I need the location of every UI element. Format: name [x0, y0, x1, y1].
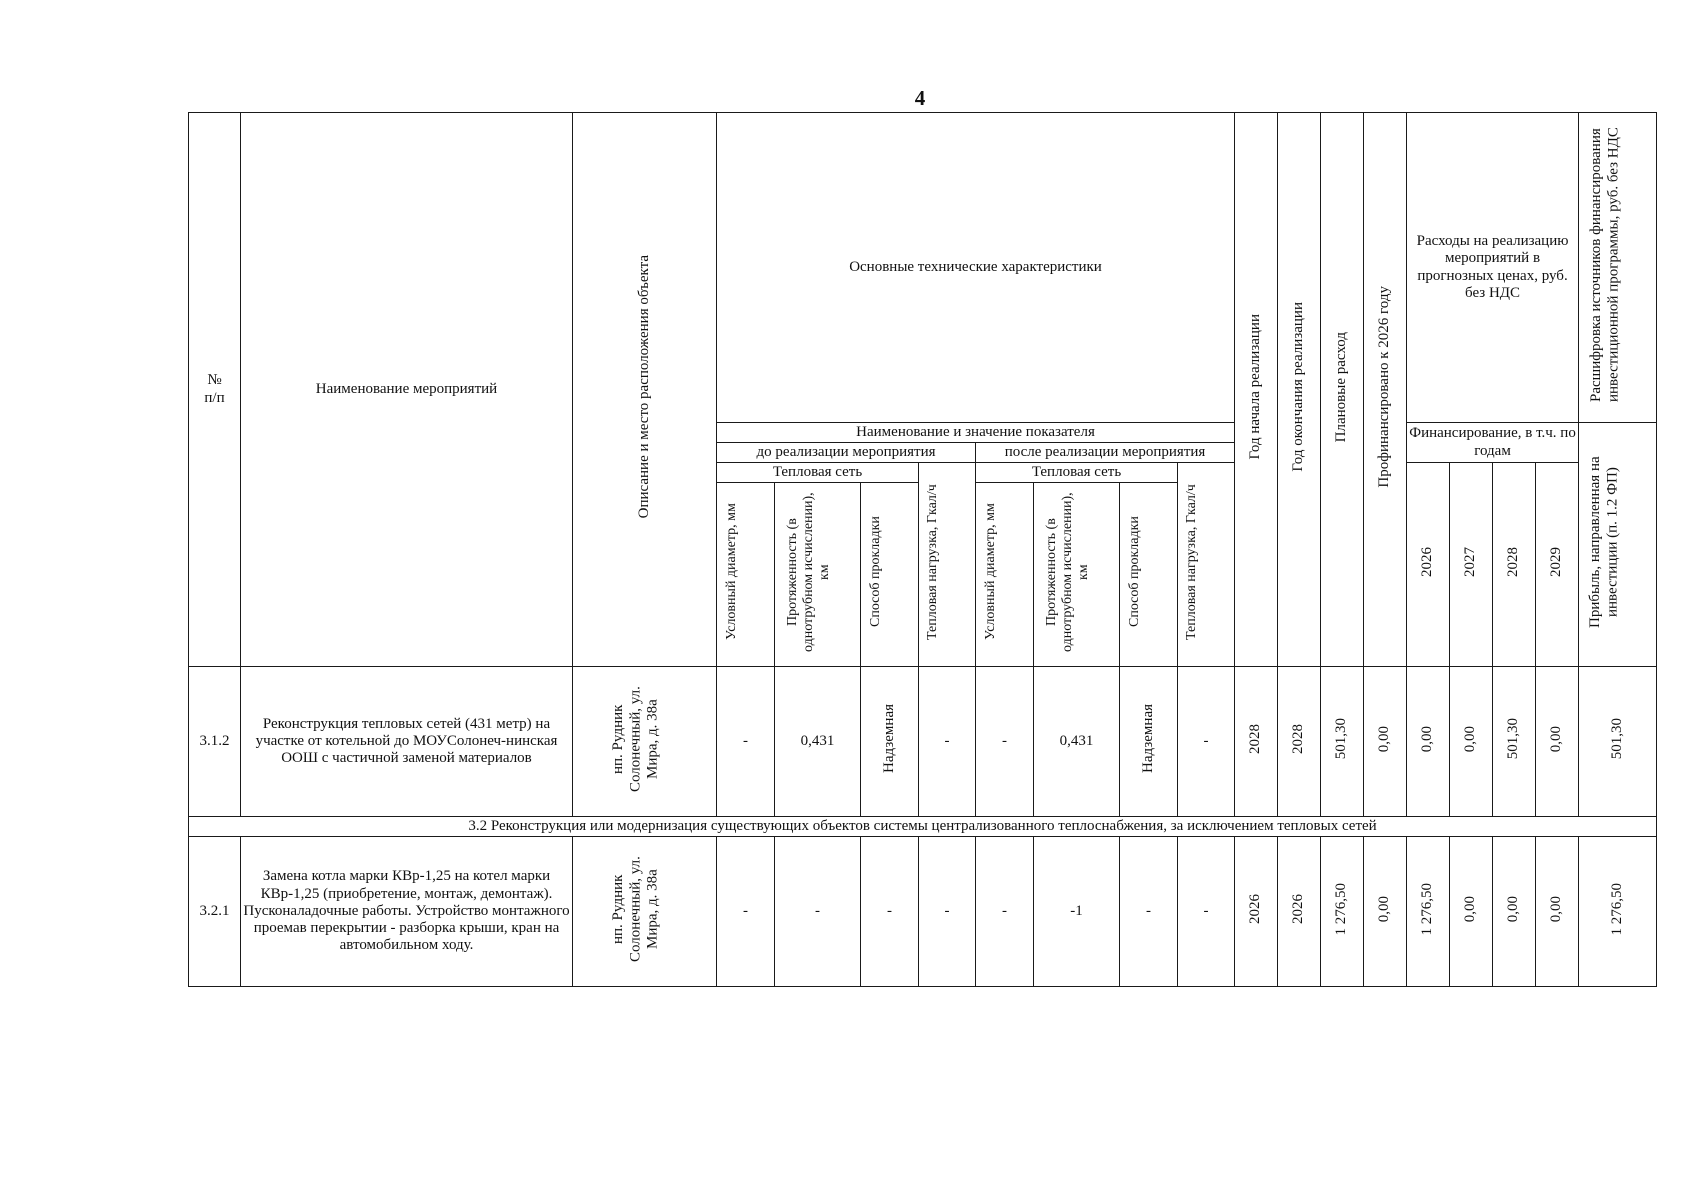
header-profit: Прибыль, направленная на инвестиции (п. 1.2 ФП) [1579, 423, 1657, 667]
header-planned: Плановые расход [1321, 113, 1364, 667]
row-length-before: 0,431 [775, 667, 861, 817]
row-2028: 0,00 [1493, 837, 1536, 987]
header-network-after: Тепловая сеть [976, 463, 1178, 483]
row-num: 3.1.2 [189, 667, 241, 817]
row-2029: 0,00 [1536, 667, 1579, 817]
header-after: после реализации мероприятия [976, 443, 1235, 463]
page-number: 4 [914, 86, 926, 110]
row-location: нп. Рудник Солонечный, ул. Мира, д. 38а [573, 667, 717, 817]
row-year-start: 2026 [1235, 837, 1278, 987]
investment-table [188, 112, 1657, 987]
header-year-end: Год окончания реализации [1278, 113, 1321, 667]
header-name: Наименование мероприятий [241, 113, 573, 667]
row-load-after: - [1178, 837, 1235, 987]
header-length-after: Протяженность (в однотрубном исчислении), км [1034, 483, 1120, 667]
header-num: № п/п [189, 113, 241, 667]
row-year-end: 2026 [1278, 837, 1321, 987]
row-method-after: - [1120, 837, 1178, 987]
header-location: Описание и место расположения объекта [573, 113, 717, 667]
row-name: Замена котла марки КВр-1,25 на котел марки КВр-1,25 (приобретение, монтаж, демонтаж). Пусконаладочные работы. Устройство монтажного проемав перекрытии - разборка крыши, кран на автомобильном ходу. [241, 837, 573, 987]
header-diameter-before: Условный диаметр, мм [717, 483, 775, 667]
row-load-before: - [919, 667, 976, 817]
row-diameter-after: - [976, 837, 1034, 987]
row-planned: 501,30 [1321, 667, 1364, 817]
row-2029: 0,00 [1536, 837, 1579, 987]
row-diameter-after: - [976, 667, 1034, 817]
header-load-after: Тепловая нагрузка, Гкал/ч [1178, 463, 1235, 667]
row-prefinanced: 0,00 [1364, 837, 1407, 987]
table-row [189, 667, 1657, 817]
row-num: 3.2.1 [189, 837, 241, 987]
row-2027: 0,00 [1450, 837, 1493, 987]
row-prefinanced: 0,00 [1364, 667, 1407, 817]
row-method-after: Надземная [1120, 667, 1178, 817]
row-year-start: 2028 [1235, 667, 1278, 817]
header-indicator: Наименование и значение показателя [717, 423, 1235, 443]
header-method-after: Способ прокладки [1120, 483, 1178, 667]
header-network-before: Тепловая сеть [717, 463, 919, 483]
row-profit: 1 276,50 [1579, 837, 1657, 987]
row-load-after: - [1178, 667, 1235, 817]
header-method-before: Способ прокладки [861, 483, 919, 667]
row-length-after: 0,431 [1034, 667, 1120, 817]
row-planned: 1 276,50 [1321, 837, 1364, 987]
row-method-before: - [861, 837, 919, 987]
header-year-start: Год начала реализации [1235, 113, 1278, 667]
header-diameter-after: Условный диаметр, мм [976, 483, 1034, 667]
header-prefinanced: Профинансировано к 2026 году [1364, 113, 1407, 667]
row-profit: 501,30 [1579, 667, 1657, 817]
row-diameter-before: - [717, 837, 775, 987]
header-length-before: Протяженность (в однотрубном исчислении), км [775, 483, 861, 667]
header-year-2027: 2027 [1450, 463, 1493, 667]
row-diameter-before: - [717, 667, 775, 817]
row-2027: 0,00 [1450, 667, 1493, 817]
header-year-2026: 2026 [1407, 463, 1450, 667]
table-row [189, 837, 1657, 987]
header-tech: Основные технические характеристики [717, 113, 1235, 423]
row-location: нп. Рудник Солонечный, ул. Мира, д. 38а [573, 837, 717, 987]
row-name: Реконструкция тепловых сетей (431 метр) на участке от котельной до МОУСолонеч-нинская ООШ с частичной заменой материалов [241, 667, 573, 817]
header-year-2029: 2029 [1536, 463, 1579, 667]
row-length-after: -1 [1034, 837, 1120, 987]
header-breakdown: Расшифровка источников финансирования инвестиционной программы, руб. без НДС [1579, 113, 1657, 423]
header-expenses: Расходы на реализацию мероприятий в прогнозных ценах, руб. без НДС [1407, 113, 1579, 423]
section-row [189, 817, 1657, 837]
section-title: 3.2 Реконструкция или модернизация существующих объектов системы централизованного теплоснабжения, за исключением тепловых сетей [189, 817, 1657, 837]
row-length-before: - [775, 837, 861, 987]
row-load-before: - [919, 837, 976, 987]
row-2026: 0,00 [1407, 667, 1450, 817]
row-method-before: Надземная [861, 667, 919, 817]
header-year-2028: 2028 [1493, 463, 1536, 667]
row-2028: 501,30 [1493, 667, 1536, 817]
header-load-before: Тепловая нагрузка, Гкал/ч [919, 463, 976, 667]
row-2026: 1 276,50 [1407, 837, 1450, 987]
header-before: до реализации мероприятия [717, 443, 976, 463]
header-financing: Финансирование, в т.ч. по годам [1407, 423, 1579, 463]
row-year-end: 2028 [1278, 667, 1321, 817]
